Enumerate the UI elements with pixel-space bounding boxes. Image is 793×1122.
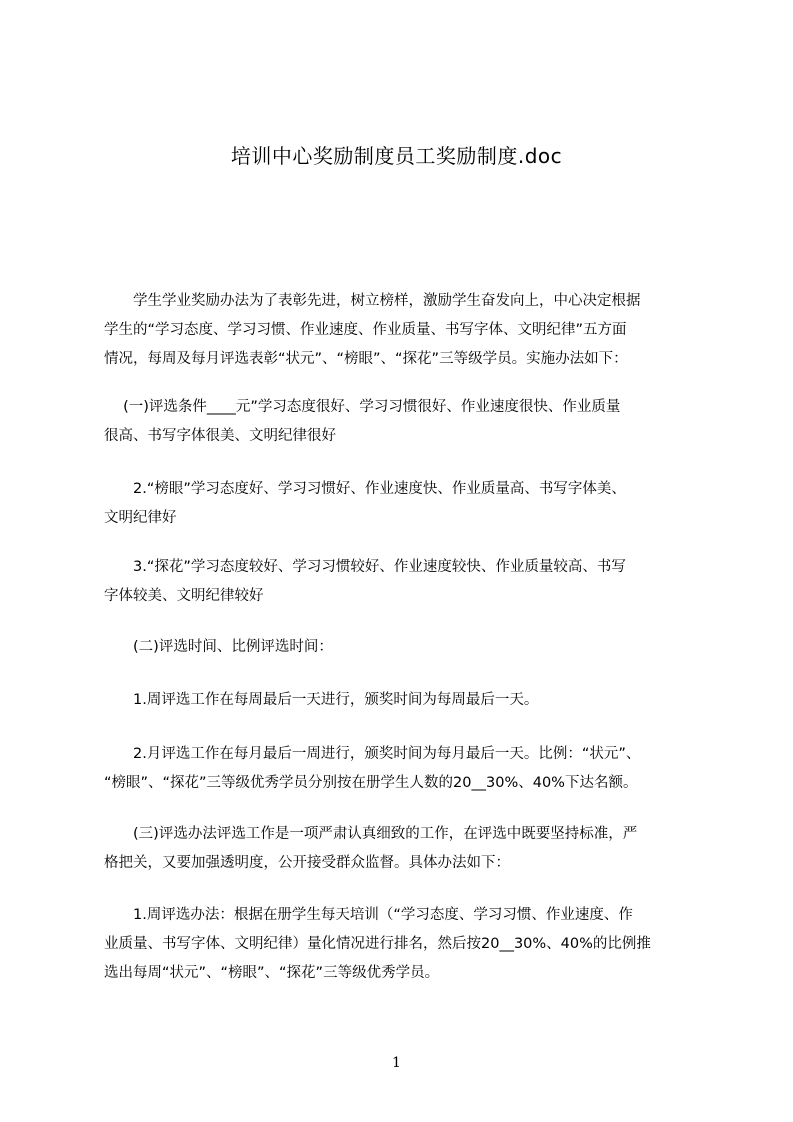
paragraph-monthly-timing — [104, 740, 701, 798]
page-number: 1 — [392, 1055, 401, 1071]
paragraph-criteria-zhuangyuan — [104, 393, 701, 451]
paragraph-line: (三)评选办法评选工作是一项严肃认真细致的工作，在评选中既要坚持标准，严 — [104, 826, 638, 842]
paragraph-line: 情况，每周及每月评选表彰“状元”、“榜眼”、“探花”三等级学员。实施办法如下： — [104, 351, 628, 367]
paragraph-line: 3.“探花”学习态度较好、学习习惯较好、作业速度较快、作业质量较高、书写 — [104, 559, 626, 575]
paragraph-line: 格把关，又要加强透明度，公开接受群众监督。具体办法如下： — [104, 855, 510, 871]
paragraph-intro — [104, 287, 701, 374]
paragraph-criteria-tanhua — [104, 553, 701, 611]
paragraph-weekly-method — [104, 901, 701, 988]
paragraph-line: 2.“榜眼”学习态度好、学习习惯好、作业速度快、作业质量高、书写字体美、 — [104, 481, 626, 497]
paragraph-line: 业质量、书写字体、文明纪律）量化情况进行排名，然后按20__30%、40%的比例推 — [104, 936, 651, 952]
paragraph-line: “榜眼”、“探花”三等级优秀学员分别按在册学生人数的20__30%、40%下达名额。 — [104, 775, 638, 791]
paragraph-line: 2.月评选工作在每月最后一周进行，颁奖时间为每月最后一天。比例：“状元”、 — [104, 746, 641, 762]
paragraph-line: 选出每周“状元”、“榜眼”、“探花”三等级优秀学员。 — [104, 965, 440, 981]
paragraph-line: 学生的“学习态度、学习习惯、作业速度、作业质量、书写字体、文明纪律”五方面 — [104, 322, 627, 338]
paragraph-line: (一)评选条件____元”学习态度很好、学习习惯很好、作业速度很快、作业质量 — [104, 399, 621, 415]
paragraph-line: (二)评选时间、比例评选时间： — [104, 639, 333, 655]
paragraph-time-ratio-heading — [104, 633, 701, 662]
paragraph-criteria-bangyan — [104, 475, 701, 533]
paragraph-line: 1.周评选办法：根据在册学生每天培训（“学习态度、学习习惯、作业速度、作 — [104, 907, 633, 923]
paragraph-line: 1.周评选工作在每周最后一天进行，颁奖时间为每周最后一天。 — [104, 692, 539, 708]
document-title: 培训中心奖励制度员工奖励制度.doc — [230, 144, 563, 168]
paragraph-method-heading — [104, 820, 701, 878]
paragraph-line: 文明纪律好 — [104, 510, 177, 526]
paragraph-line: 学生学业奖励办法为了表彰先进，树立榜样，激励学生奋发向上，中心决定根据 — [104, 293, 641, 309]
paragraph-line: 很高、书写字体很美、文明纪律很好 — [104, 428, 336, 444]
paragraph-line: 字体较美、文明纪律较好 — [104, 588, 264, 604]
paragraph-weekly-timing — [104, 686, 701, 715]
